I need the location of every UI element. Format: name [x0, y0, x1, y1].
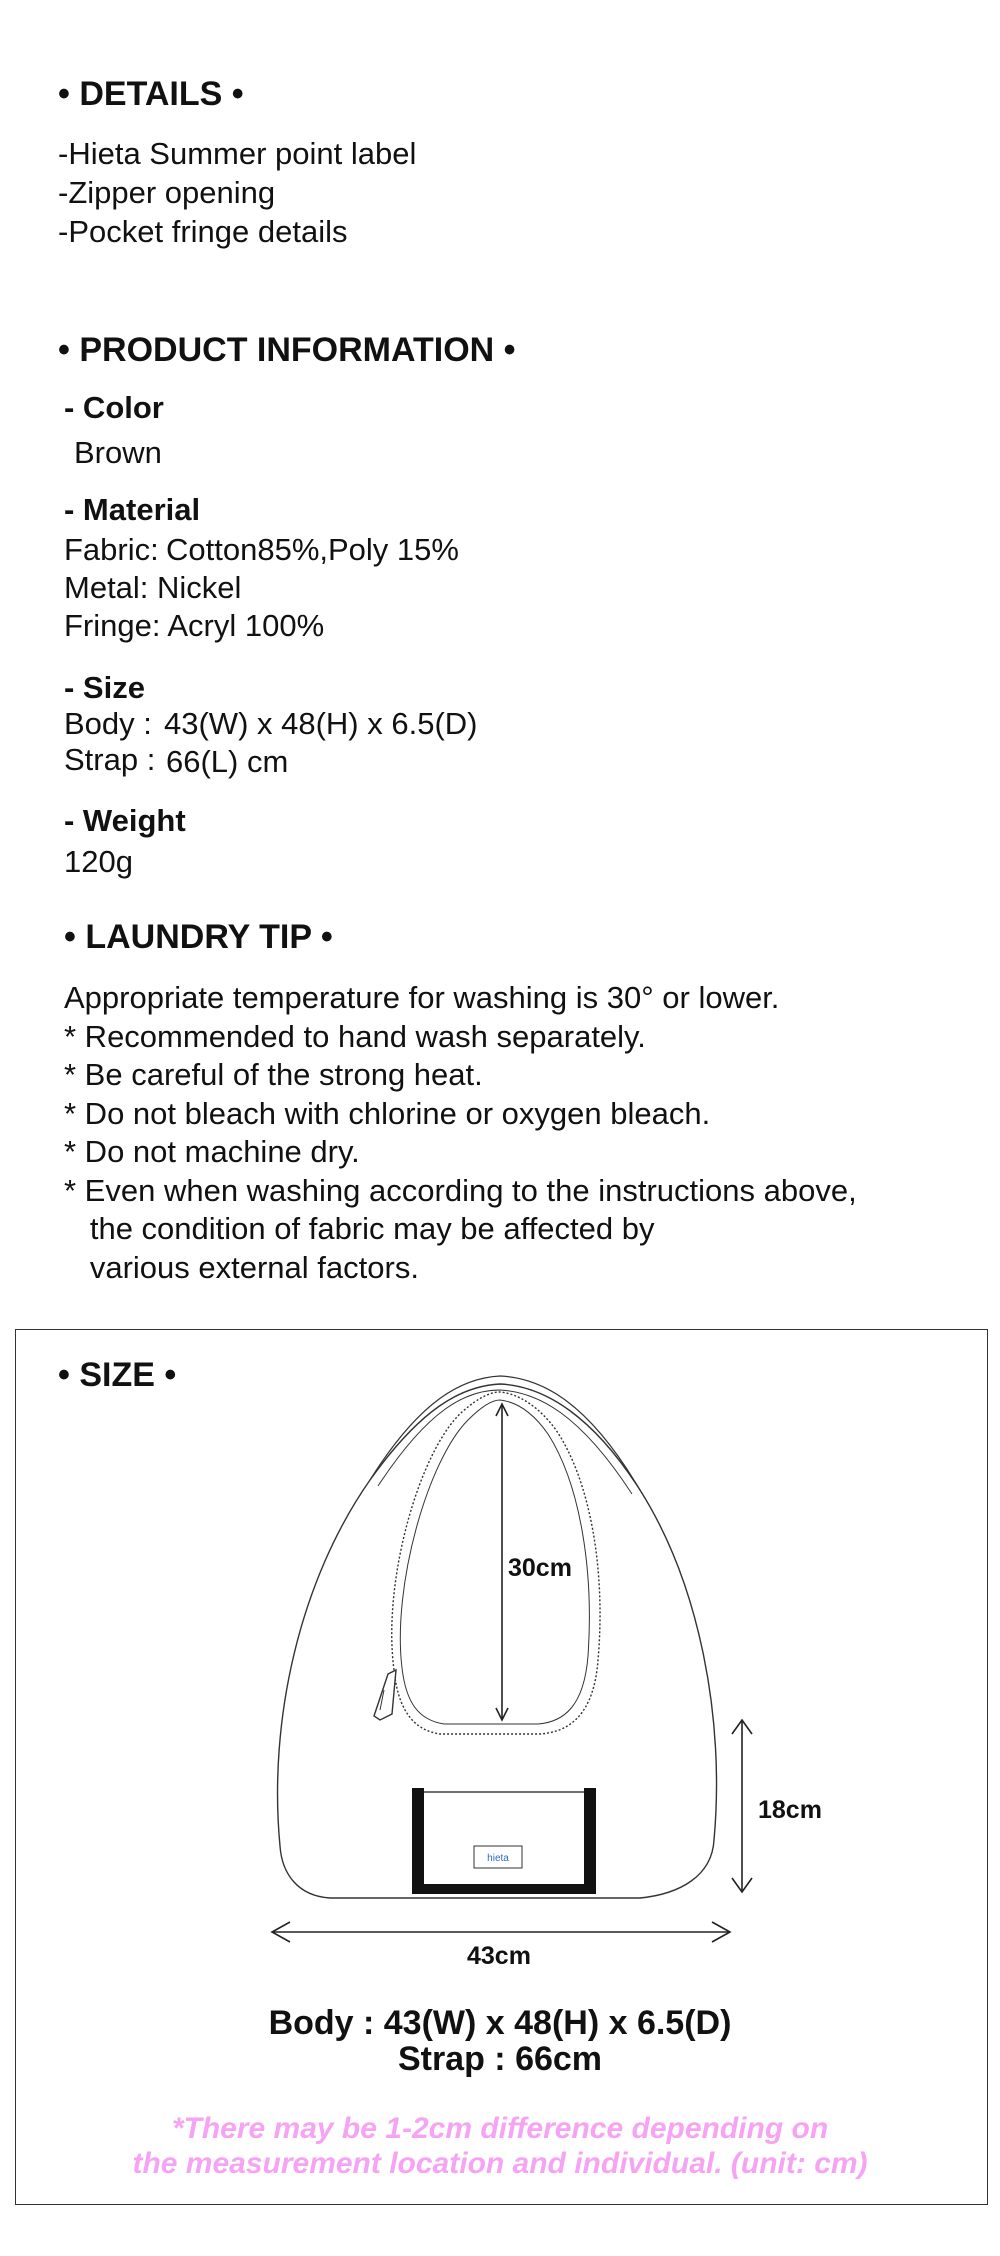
metal-value: Metal: Nickel	[64, 570, 242, 605]
details-line: -Hieta Summer point label	[58, 136, 417, 171]
laundry-line: various external factors.	[64, 1250, 419, 1285]
strap-outline-outer	[370, 1376, 640, 1490]
product-info-heading: • PRODUCT INFORMATION •	[58, 331, 516, 369]
body-size-value: 43(W) x 48(H) x 6.5(D)	[164, 706, 478, 741]
strap-size-value: 66(L) cm	[166, 744, 289, 779]
weight-value: 120g	[64, 844, 133, 879]
fabric-value: Cotton85%,Poly 15%	[166, 532, 459, 567]
laundry-line: * Recommended to hand wash separately.	[64, 1019, 646, 1054]
fabric-label: Fabric:	[64, 532, 159, 567]
strap-size-label: Strap :	[64, 742, 156, 777]
color-label: - Color	[64, 390, 164, 425]
zipper-pull-icon	[374, 1670, 396, 1720]
laundry-heading: • LAUNDRY TIP •	[64, 918, 333, 956]
label-text: hieta	[487, 1853, 509, 1864]
laundry-line: * Be careful of the strong heat.	[64, 1057, 483, 1092]
laundry-line: * Do not machine dry.	[64, 1134, 360, 1169]
pocket-fringe	[412, 1788, 596, 1894]
height-dimension: 18cm	[758, 1796, 822, 1824]
size-heading: • SIZE •	[58, 1356, 177, 1394]
material-label: - Material	[64, 492, 201, 527]
fringe-value: Fringe: Acryl 100%	[64, 608, 325, 643]
strap-outline-inner	[378, 1390, 632, 1494]
measurement-note-line1: *There may be 1-2cm difference depending on	[171, 2112, 829, 2145]
size-label: - Size	[64, 670, 145, 705]
laundry-line: * Even when washing according to the instructions above,	[64, 1173, 857, 1208]
weight-label: - Weight	[64, 803, 186, 838]
laundry-line: Appropriate temperature for washing is 30° or lower.	[64, 980, 780, 1015]
laundry-line: the condition of fabric may be affected by	[64, 1211, 655, 1246]
measurement-note-line2: the measurement location and individual. (unit: cm)	[132, 2147, 868, 2180]
details-line: -Pocket fringe details	[58, 214, 348, 249]
width-dimension: 43cm	[467, 1942, 531, 1970]
strap-drop-dimension: 30cm	[508, 1554, 572, 1582]
size-summary-strap: Strap : 66cm	[397, 2040, 603, 2078]
details-line: -Zipper opening	[58, 175, 276, 210]
details-heading: • DETAILS •	[58, 75, 244, 113]
hieta-label	[474, 1846, 522, 1868]
color-value: Brown	[74, 435, 162, 470]
body-size-label: Body :	[64, 706, 152, 741]
laundry-line: * Do not bleach with chlorine or oxygen bleach.	[64, 1096, 711, 1131]
size-summary-body: Body : 43(W) x 48(H) x 6.5(D)	[268, 2004, 732, 2042]
